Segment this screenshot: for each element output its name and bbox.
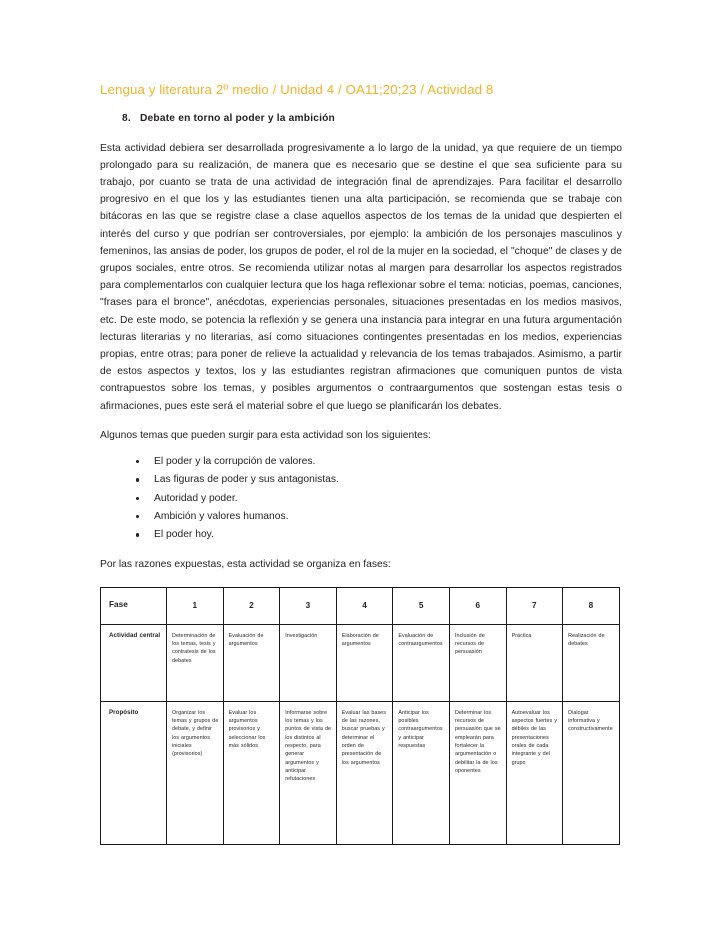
table-header-cell-fase: Fase bbox=[101, 587, 167, 624]
table-cell: Determinar los recursos de persuasión que se emplearán para fortalecer la argumentación o debilitar la de los oponentes bbox=[449, 701, 506, 844]
table-cell: Evaluación de argumentos bbox=[223, 624, 280, 701]
table-header-cell-8: 8 bbox=[563, 587, 620, 624]
table-header-cell-2: 2 bbox=[223, 587, 280, 624]
topics-list bbox=[100, 453, 622, 543]
table-cell: Investigación bbox=[280, 624, 337, 701]
activity-heading bbox=[100, 113, 622, 124]
row-label-actividad-central: Actividad central bbox=[101, 624, 167, 701]
topic-label: El poder hoy. bbox=[154, 529, 214, 541]
table-cell: Autoevaluar los aspectos fuertes y débiles de las presentaciones orales de cada integrante y del grupo bbox=[506, 701, 563, 844]
table-cell: Elaboración de argumentos bbox=[336, 624, 393, 701]
table-header-cell-6: 6 bbox=[449, 587, 506, 624]
topic-label: Autoridad y poder. bbox=[154, 492, 238, 504]
row-label-proposito: Propósito bbox=[101, 701, 167, 844]
activity-description-paragraph: Esta actividad debiera ser desarrollada progresivamente a lo largo de la unidad, ya que requiere de un tiempo prolongado para su realización, de manera que es necesario que se destine el que sea suficiente para su trabajo, por cuanto se trata de una actividad de integración final de aprendizajes. Para facilitar el desarrollo progresivo en el que los y las estudiantes tienen una alta participación, se recomienda que se trabaje con bitácoras en las que se registre clase a clase aquellos aspectos de los temas de la unidad que despierten el interés del curso y que podrían ser controversiales, por ejemplo: la ambición de los personajes masculinos y femeninos, las ansias de poder, los grupos de poder, el rol de la mujer en la sociedad, el "choque" de clases y de grupos sociales, entre otros. Se recomienda utilizar notas al margen para desarrollar los aspectos registrados para complementarlos con cualquier lectura que los haga reflexionar sobre el tema: noticias, poemas, canciones, "frases para el bronce", anécdotas, experiencias personales, situaciones presentadas en los medios masivos, etc. De este modo, se potencia la reflexión y se genera una instancia para integrar en una futura argumentación lecturas literarias y no literarias, así como situaciones contingentes presentadas en los medios, experiencias propias, entre otras; para poner de relieve la actualidad y relevancia de los temas trabajados. Asimismo, a partir de estos aspectos y textos, los y las estudiantes registran afirmaciones que comuniquen puntos de vista contrapuestos sobre los temas, y posibles argumentos o contraargumentos que sostengan estas tesis o afirmaciones, pues este será el material sobre el que luego se planificarán los debates. bbox=[100, 142, 622, 412]
table-cell: Determinación de los temas, tesis y contratesis de los debates bbox=[167, 624, 224, 701]
document-content bbox=[100, 82, 622, 845]
list-item bbox=[136, 453, 622, 470]
table-row bbox=[101, 701, 620, 844]
table-cell: Evaluación de contraargumentos bbox=[393, 624, 450, 701]
table-row bbox=[101, 624, 620, 701]
table-cell: Inclusión de recursos de persuasión bbox=[449, 624, 506, 701]
table-cell: Informarse sobre los temas y los puntos de vista de los distintos al respecto, para generar argumentos y anticipar refutaciones bbox=[280, 701, 337, 844]
list-item bbox=[136, 471, 622, 488]
list-item bbox=[136, 508, 622, 525]
topic-label: Ambición y valores humanos. bbox=[154, 510, 289, 522]
table-cell: Realización de debates bbox=[563, 624, 620, 701]
table-cell: Práctica bbox=[506, 624, 563, 701]
activity-title: Debate en torno al poder y la ambición bbox=[140, 112, 335, 124]
document-breadcrumb-title: Lengua y literatura 2º medio / Unidad 4 / OA11;20;23 / Actividad 8 bbox=[100, 82, 494, 97]
table-header-row bbox=[101, 587, 620, 624]
table-header-cell-4: 4 bbox=[336, 587, 393, 624]
table-cell: Evaluar los argumentos provisorios y seleccionar los más sólidos bbox=[223, 701, 280, 844]
table-header-cell-5: 5 bbox=[393, 587, 450, 624]
topic-label: El poder y la corrupción de valores. bbox=[154, 456, 316, 468]
activity-number: 8. bbox=[122, 112, 131, 124]
table-cell: Dialogar informativa y constructivamente bbox=[563, 701, 620, 844]
topics-lead-in: Algunos temas que pueden surgir para esta actividad son los siguientes: bbox=[100, 429, 431, 441]
phases-table bbox=[100, 587, 620, 845]
list-item bbox=[136, 526, 622, 543]
table-cell: Organizar los temas y grupos de debate, y definir los argumentos iniciales (provisorios) bbox=[167, 701, 224, 844]
table-header-cell-3: 3 bbox=[280, 587, 337, 624]
topic-label: Las figuras de poder y sus antagonistas. bbox=[154, 474, 339, 486]
table-cell: Anticipar los posibles contraargumentos y anticipar respuestas bbox=[393, 701, 450, 844]
phases-lead-in: Por las razones expuestas, esta actividad se organiza en fases: bbox=[100, 558, 391, 570]
table-cell: Evaluar las bases de las razones, buscar pruebas y determinar el orden de presentación de los argumentos bbox=[336, 701, 393, 844]
table-header-cell-1: 1 bbox=[167, 587, 224, 624]
table-header-cell-7: 7 bbox=[506, 587, 563, 624]
list-item bbox=[136, 490, 622, 507]
